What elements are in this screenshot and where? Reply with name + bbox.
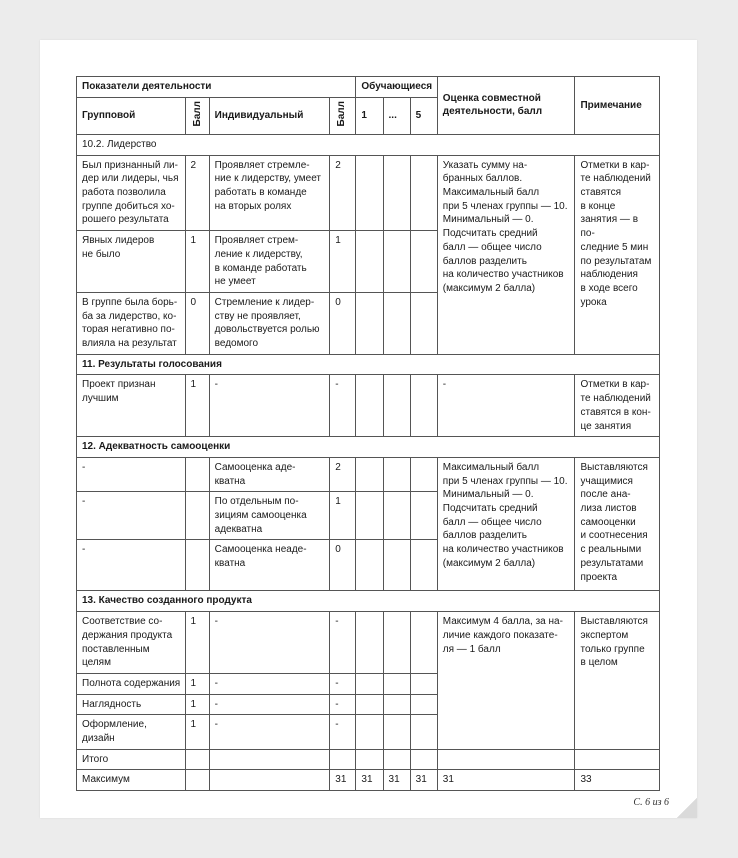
individual-indicator: - [209, 612, 330, 674]
max-label: Максимум [77, 770, 186, 791]
student-cell [356, 694, 383, 715]
group-indicator: Наглядность [77, 694, 186, 715]
max-student-1: 31 [356, 770, 383, 791]
student-cell [383, 231, 410, 293]
group-indicator: - [77, 540, 186, 591]
individual-score: 1 [330, 492, 356, 540]
max-individual-score: 31 [330, 770, 356, 791]
max-student-5: 31 [410, 770, 437, 791]
student-cell [383, 694, 410, 715]
section-title-self-assessment: 12. Адекватность самооценки [77, 437, 660, 458]
header-student-5: 5 [410, 97, 437, 134]
individual-indicator: Проявляет стрем- ление к лидерству, в команде работать не умеет [209, 231, 330, 293]
student-cell [410, 492, 437, 540]
section-title-row [77, 134, 660, 155]
individual-indicator: - [209, 375, 330, 437]
individual-indicator: - [209, 715, 330, 749]
student-cell [356, 155, 383, 231]
student-cell [410, 155, 437, 231]
group-score: 0 [185, 292, 209, 354]
joint-score-text: Максимум 4 балла, за на- личие каждого показате- ля — 1 балл [437, 612, 575, 750]
group-indicator: Проект признан лучшим [77, 375, 186, 437]
student-cell [383, 457, 410, 491]
joint-score-text: Указать сумму на- бранных баллов. Максимальный балл при 5 членах группы — 10. Минимальный — 0. Подсчитать средний балл — общее число баллов разделить на количество участников (максимум 2 балла) [437, 155, 575, 354]
note-text: Выставляются учащимися после ана- лиза листов самооценки и соотнесения с реальными результатами проекта [575, 457, 660, 591]
individual-score: 1 [330, 231, 356, 293]
table-row [77, 612, 660, 674]
individual-indicator: Стремление к лидер- ству не проявляет, довольствуется ролью ведомого [209, 292, 330, 354]
group-score: 1 [185, 694, 209, 715]
group-indicator: Явных лидеров не было [77, 231, 186, 293]
student-cell [356, 292, 383, 354]
individual-score: - [330, 375, 356, 437]
table-row [77, 375, 660, 437]
individual-score: 2 [330, 457, 356, 491]
student-cell [356, 612, 383, 674]
header-joint-score: Оценка совместной деятельности, балл [437, 77, 575, 135]
page-number: С. 6 из 6 [633, 797, 669, 808]
group-score [185, 457, 209, 491]
student-cell [410, 673, 437, 694]
student-cell [383, 673, 410, 694]
group-score: 2 [185, 155, 209, 231]
student-cell [383, 375, 410, 437]
table-row [77, 457, 660, 491]
student-cell [383, 492, 410, 540]
total-label: Итого [77, 749, 186, 770]
group-indicator: - [77, 492, 186, 540]
table-row [77, 155, 660, 231]
student-cell [383, 155, 410, 231]
student-cell [383, 715, 410, 749]
section-title-leadership: 10.2. Лидерство [77, 134, 660, 155]
group-indicator: - [77, 457, 186, 491]
individual-score: - [330, 612, 356, 674]
header-note: Примечание [575, 77, 660, 135]
student-cell [356, 375, 383, 437]
individual-score: 0 [330, 292, 356, 354]
group-score [185, 540, 209, 591]
individual-indicator: - [209, 673, 330, 694]
group-indicator: Был признанный ли- дер или лидеры, чья работа позволила группе добиться хо- рошего результата [77, 155, 186, 231]
section-title-product-quality: 13. Качество созданного продукта [77, 591, 660, 612]
joint-score-text: - [437, 375, 575, 437]
group-score [185, 492, 209, 540]
page-curl [677, 798, 697, 818]
group-indicator: Оформление, дизайн [77, 715, 186, 749]
student-cell [410, 292, 437, 354]
header-students: Обучающиеся [356, 77, 437, 98]
note-text: Отметки в кар- те наблюдений ставятся в кон- це занятия [575, 375, 660, 437]
evaluation-table [76, 76, 660, 791]
max-joint-score: 31 [437, 770, 575, 791]
student-cell [383, 292, 410, 354]
student-cell [410, 231, 437, 293]
individual-score: - [330, 694, 356, 715]
student-cell [410, 457, 437, 491]
section-title-row [77, 591, 660, 612]
group-score: 1 [185, 715, 209, 749]
header-indicators: Показатели деятельности [77, 77, 356, 98]
individual-score: 2 [330, 155, 356, 231]
note-text: Выставляются экспертом только группе в целом [575, 612, 660, 750]
group-indicator: Полнота содержания [77, 673, 186, 694]
total-row [77, 749, 660, 770]
student-cell [356, 457, 383, 491]
individual-indicator: Проявляет стремле- ние к лидерству, умеет работать в команде на вторых ролях [209, 155, 330, 231]
individual-score: - [330, 673, 356, 694]
individual-score: 0 [330, 540, 356, 591]
section-title-voting: 11. Результаты голосования [77, 354, 660, 375]
header-student-1: 1 [356, 97, 383, 134]
student-cell [383, 540, 410, 591]
individual-indicator: По отдельным по- зициям самооценка адекватна [209, 492, 330, 540]
header-student-dots: ... [383, 97, 410, 134]
student-cell [410, 612, 437, 674]
max-note: 33 [575, 770, 660, 791]
student-cell [356, 673, 383, 694]
student-cell [356, 715, 383, 749]
max-student-dots: 31 [383, 770, 410, 791]
student-cell [356, 540, 383, 591]
student-cell [383, 612, 410, 674]
table-header-row [77, 77, 660, 98]
student-cell [356, 492, 383, 540]
individual-score: - [330, 715, 356, 749]
group-indicator: Соответствие со- держания продукта поставленным целям [77, 612, 186, 674]
student-cell [410, 694, 437, 715]
section-title-row [77, 354, 660, 375]
document-page [40, 40, 697, 818]
section-title-row [77, 437, 660, 458]
joint-score-text: Максимальный балл при 5 членах группы — 10. Минимальный — 0. Подсчитать средний балл — общее число баллов разделить на количество участников (максимум 2 балла) [437, 457, 575, 591]
student-cell [356, 231, 383, 293]
student-cell [410, 375, 437, 437]
student-cell [410, 540, 437, 591]
group-score: 1 [185, 673, 209, 694]
individual-indicator: Самооценка неаде- кватна [209, 540, 330, 591]
group-score: 1 [185, 612, 209, 674]
header-individual: Индивидуальный [209, 97, 330, 134]
group-score: 1 [185, 231, 209, 293]
note-text: Отметки в кар- те наблюдений ставятся в конце занятия — в по- следние 5 мин по результатам наблюдения в ходе всего урока [575, 155, 660, 354]
max-row [77, 770, 660, 791]
header-group-score: Балл [185, 97, 209, 134]
group-score: 1 [185, 375, 209, 437]
individual-indicator: Самооценка аде- кватна [209, 457, 330, 491]
header-individual-score: Балл [330, 97, 356, 134]
group-indicator: В группе была борь- ба за лидерство, ко- торая негативно по- влияла на результат [77, 292, 186, 354]
header-group: Групповой [77, 97, 186, 134]
student-cell [410, 715, 437, 749]
individual-indicator: - [209, 694, 330, 715]
